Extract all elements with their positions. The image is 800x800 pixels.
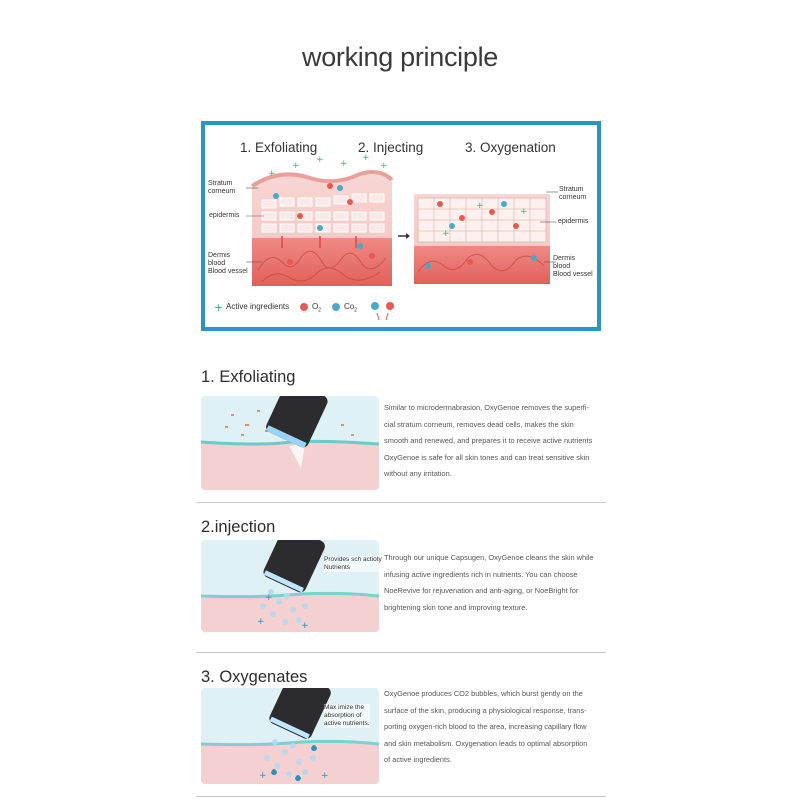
exfoliating-image (201, 396, 379, 490)
svg-text:+: + (257, 617, 265, 627)
svg-text:+: + (520, 207, 528, 217)
svg-text:+: + (268, 169, 276, 179)
label-epidermis-left: epidermis (209, 212, 240, 219)
svg-text:+: + (476, 201, 484, 211)
section-title-injection: 2.injection (201, 518, 276, 536)
svg-text:+: + (265, 593, 273, 603)
skin-block-right (414, 194, 550, 284)
injection-callout: Provides sch actioty Nutrients (324, 556, 382, 571)
svg-text:+: + (301, 621, 309, 631)
divider (196, 502, 606, 503)
legend-o2: $O_2$ (312, 302, 322, 314)
section-title-oxygenates: 3. Oxygenates (201, 668, 308, 686)
oxygenates-callout: Max imize the absorption of active nutrients. (324, 704, 370, 727)
svg-text:+: + (340, 159, 348, 169)
section-text-exfoliating: Similar to microdermabrasion, OxyGenoe removes the superfi- cial stratum corneum, removes dead cells, makes the skin smooth and renewed, and prepares it to receive active nutrients OxyGenoe is safe for all skin tones and can treat sensitive skin without any irritation. (384, 403, 593, 479)
divider (196, 652, 606, 653)
skin-block-left (252, 153, 392, 286)
label-dermis-right: Dermis blood Blood vessel (553, 255, 593, 278)
section-text-injection: Through our unique Capsugen, OxyGenoe cleans the skin while infusing active ingredients rich in nutrients. You can choose NoeRevive for rejuvenation and anti-aging, or NoeBright for brightening skin tone and improving texture. (384, 553, 594, 612)
svg-text:+: + (362, 153, 370, 163)
svg-text:+: + (316, 155, 324, 165)
step-label-exfoliating: 1. Exfoliating (240, 140, 318, 155)
label-epidermis-right: epidermis (558, 218, 589, 225)
svg-text:+: + (292, 161, 300, 171)
svg-text:+: + (321, 771, 329, 781)
svg-text:+: + (380, 161, 388, 171)
skin-diagram-illustration (0, 0, 800, 340)
legend-co2: $Co_2$ (344, 302, 358, 314)
label-stratum-left: Stratum corneum (208, 180, 236, 195)
svg-text:+: + (259, 771, 267, 781)
page-title: working principle (302, 42, 498, 72)
step-label-oxygenation: 3. Oxygenation (465, 140, 556, 155)
legend-active-ingredients: Active ingredients (226, 302, 290, 311)
divider (196, 796, 606, 797)
oxygenates-image (201, 688, 379, 784)
section-text-oxygenates: OxyGenoe produces CO2 bubbles, which burst gently on the surface of the skin, producing a physiological response, trans- porting oxygen-rich blood to the area, increasing capillary flow and skin metabolism. Oxygenation leads to optimal absorption of active ingredients. (384, 689, 588, 765)
label-stratum-right: Stratum corneum (559, 186, 587, 201)
svg-text:+: + (214, 301, 224, 314)
svg-text:+: + (442, 229, 450, 239)
step-label-injecting: 2. Injecting (358, 140, 424, 155)
section-title-exfoliating: 1. Exfoliating (201, 368, 296, 386)
injection-image (201, 540, 379, 632)
label-dermis-left: Dermis blood Blood vessel (208, 252, 248, 275)
